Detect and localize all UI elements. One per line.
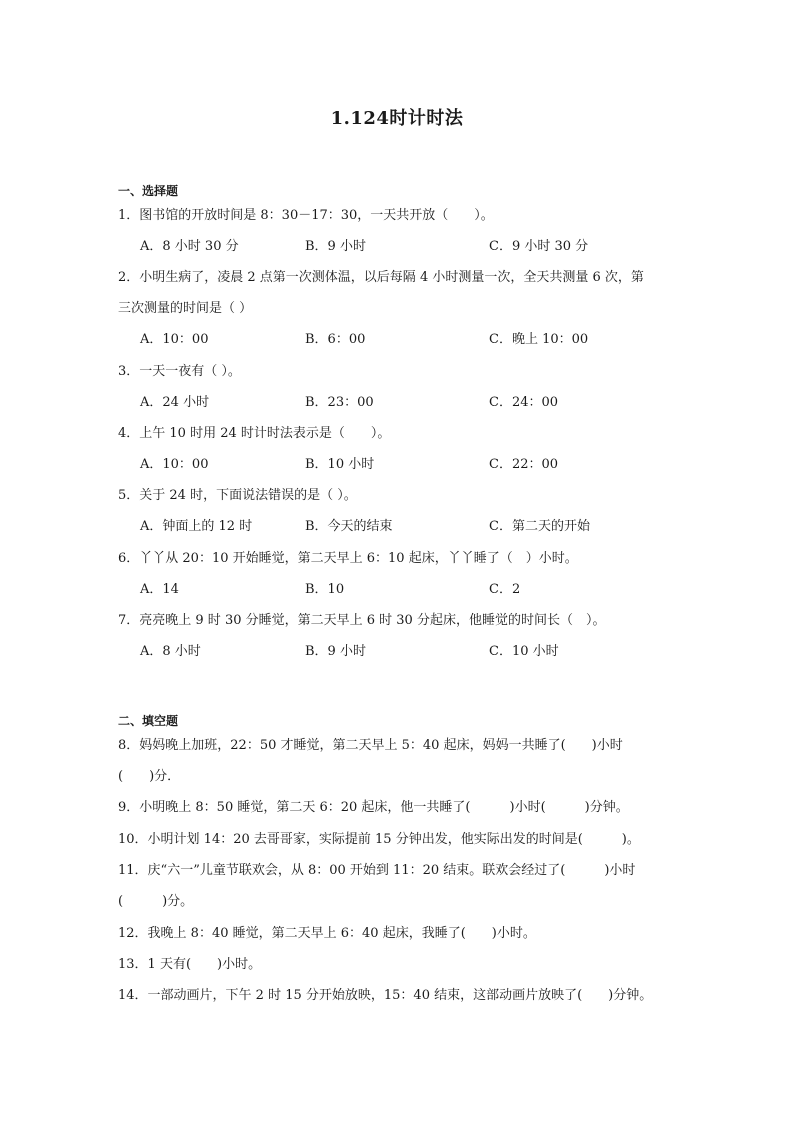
question-1-option-a: A．8 小时 30 分: [140, 239, 239, 254]
question-13: 13．1 天有( )小时。: [118, 957, 262, 972]
question-10: 10．小明计划 14：20 去哥哥家，实际提前 15 分钟出发，他实际出发的时间是( )。: [118, 832, 640, 847]
question-8-line-1: 8．妈妈晚上加班，22：50 才睡觉，第二天早上 5：40 起床，妈妈一共睡了( )小时: [118, 738, 623, 753]
question-2-line-1: 2．小明生病了，凌晨 2 点第一次测体温，以后每隔 4 小时测量一次，全天共测量 6 次，第: [118, 270, 644, 285]
question-2-option-c: C．晚上 10：00: [489, 332, 589, 347]
question-8-line-2: ( )分．: [118, 769, 181, 784]
question-4-option-b: B．10 小时: [305, 457, 375, 472]
question-12: 12．我晚上 8：40 睡觉，第二天早上 6：40 起床，我睡了( )小时。: [118, 926, 536, 941]
question-14: 14．一部动画片，下午 2 时 15 分开始放映，15：40 结束，这部动画片放映了( )分钟。: [118, 988, 653, 1003]
question-6: 6．丫丫从 20：10 开始睡觉，第二天早上 6：10 起床，丫丫睡了（ ）小时。: [118, 551, 578, 566]
section-heading-fill-blank: 二、填空题: [118, 714, 179, 728]
question-5-option-a: A．钟面上的 12 时: [140, 519, 253, 534]
question-1-option-c: C．9 小时 30 分: [489, 239, 589, 254]
question-7-option-c: C．10 小时: [489, 644, 559, 659]
question-11-line-2: ( )分。: [118, 894, 194, 909]
question-3-option-a: A．24 小时: [140, 395, 210, 410]
question-7-option-a: A．8 小时: [140, 644, 201, 659]
question-2-option-a: A．10：00: [140, 332, 209, 347]
question-4: 4．上午 10 时用 24 时计时法表示是（ ）。: [118, 426, 391, 441]
question-6-option-b: B．10: [305, 582, 345, 597]
question-4-option-a: A．10：00: [140, 457, 209, 472]
section-heading-choice: 一、选择题: [118, 184, 179, 198]
question-5: 5．关于 24 时，下面说法错误的是（ ）。: [118, 488, 357, 503]
question-7-option-b: B．9 小时: [305, 644, 366, 659]
question-6-option-c: C．2: [489, 582, 521, 597]
question-5-option-c: C．第二天的开始: [489, 519, 590, 534]
question-3: 3．一天一夜有（ ）。: [118, 364, 241, 379]
question-6-option-a: A．14: [140, 582, 179, 597]
question-1-option-b: B．9 小时: [305, 239, 366, 254]
question-9: 9．小明晚上 8：50 睡觉，第二天 6：20 起床，他一共睡了( )小时( )分钟。: [118, 800, 629, 815]
question-3-option-b: B．23：00: [305, 395, 374, 410]
question-4-option-c: C．22：00: [489, 457, 559, 472]
question-7: 7．亮亮晚上 9 时 30 分睡觉，第二天早上 6 时 30 分起床，他睡觉的时间长（ ）。: [118, 613, 606, 628]
question-2-option-b: B．6：00: [305, 332, 366, 347]
question-3-option-c: C．24：00: [489, 395, 559, 410]
question-1: 1．图书馆的开放时间是 8：30－17：30，一天共开放（ ）。: [118, 208, 494, 223]
question-2-line-2: 三次测量的时间是（ ）: [118, 301, 253, 316]
page-title: 1.124时计时法: [330, 108, 464, 129]
question-5-option-b: B．今天的结束: [305, 519, 393, 534]
question-11-line-1: 11．庆“六一”儿童节联欢会，从 8：00 开始到 11：20 结束。联欢会经过了( )小时: [118, 863, 636, 878]
